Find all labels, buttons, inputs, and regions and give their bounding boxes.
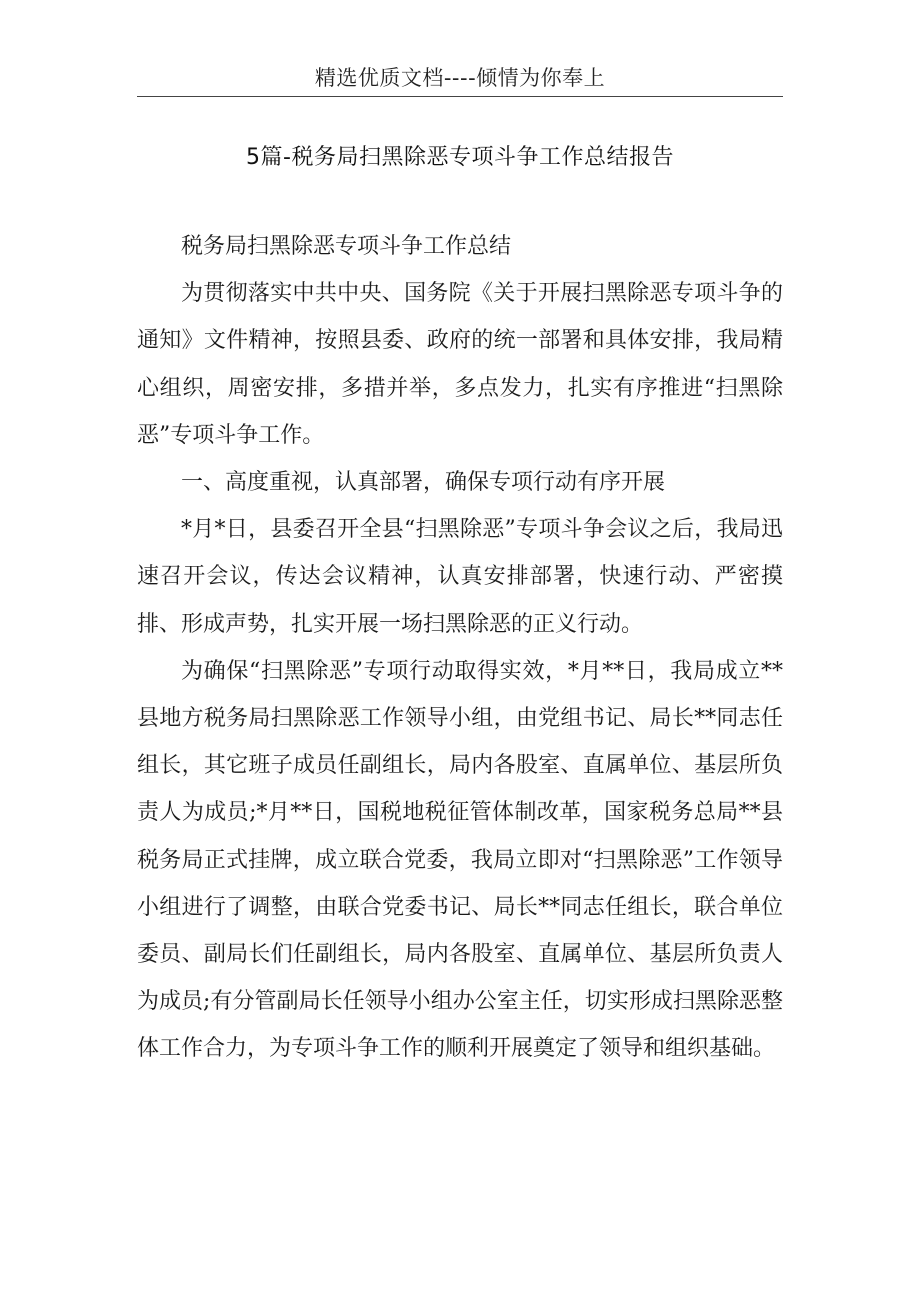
document-body bbox=[137, 223, 783, 1073]
running-header: 精选优质文档----倾情为你奉上 bbox=[314, 66, 606, 90]
paragraph-leadership-group: 为确保“扫黑除恶”专项行动取得实效，*月**日，我局成立**县地方税务局扫黑除恶工作领导小组，由党组书记、局长**同志任组长，其它班子成员任副组长，局内各股室、直属单位、基层所负责人为成员;*月**日，国税地税征管体制改革，国家税务总局**县税务局正式挂牌，成立联合党委，我局立即对“扫黑除恶”工作领导小组进行了调整，由联合党委书记、局长**同志任组长，联合单位委员、副局长们任副组长，局内各股室、直属单位、基层所负责人为成员;有分管副局长任领导小组办公室主任，切实形成扫黑除恶整体工作合力，为专项斗争工作的顺利开展奠定了领导和组织基础。 bbox=[137, 658, 783, 1062]
document-title: 5篇-税务局扫黑除恶专项斗争工作总结报告 bbox=[246, 145, 674, 170]
paragraph-subtitle: 税务局扫黑除恶专项斗争工作总结 bbox=[181, 234, 512, 259]
paragraph-intro: 为贯彻落实中共中央、国务院《关于开展扫黑除恶专项斗争的通知》文件精神，按照县委、政府的统一部署和具体安排，我局精心组织，周密安排，多措并举，多点发力，扎实有序推进“扫黑除恶”专项斗争工作。 bbox=[137, 281, 783, 448]
section-heading: 一、高度重视，认真部署，确保专项行动有序开展 bbox=[181, 470, 666, 496]
paragraph-meeting: *月*日，县委召开全县“扫黑除恶”专项斗争会议之后，我局迅速召开会议，传达会议精神，认真安排部署，快速行动、严密摸排、形成声势，扎实开展一场扫黑除恶的正义行动。 bbox=[137, 517, 783, 637]
header-divider bbox=[137, 96, 783, 97]
